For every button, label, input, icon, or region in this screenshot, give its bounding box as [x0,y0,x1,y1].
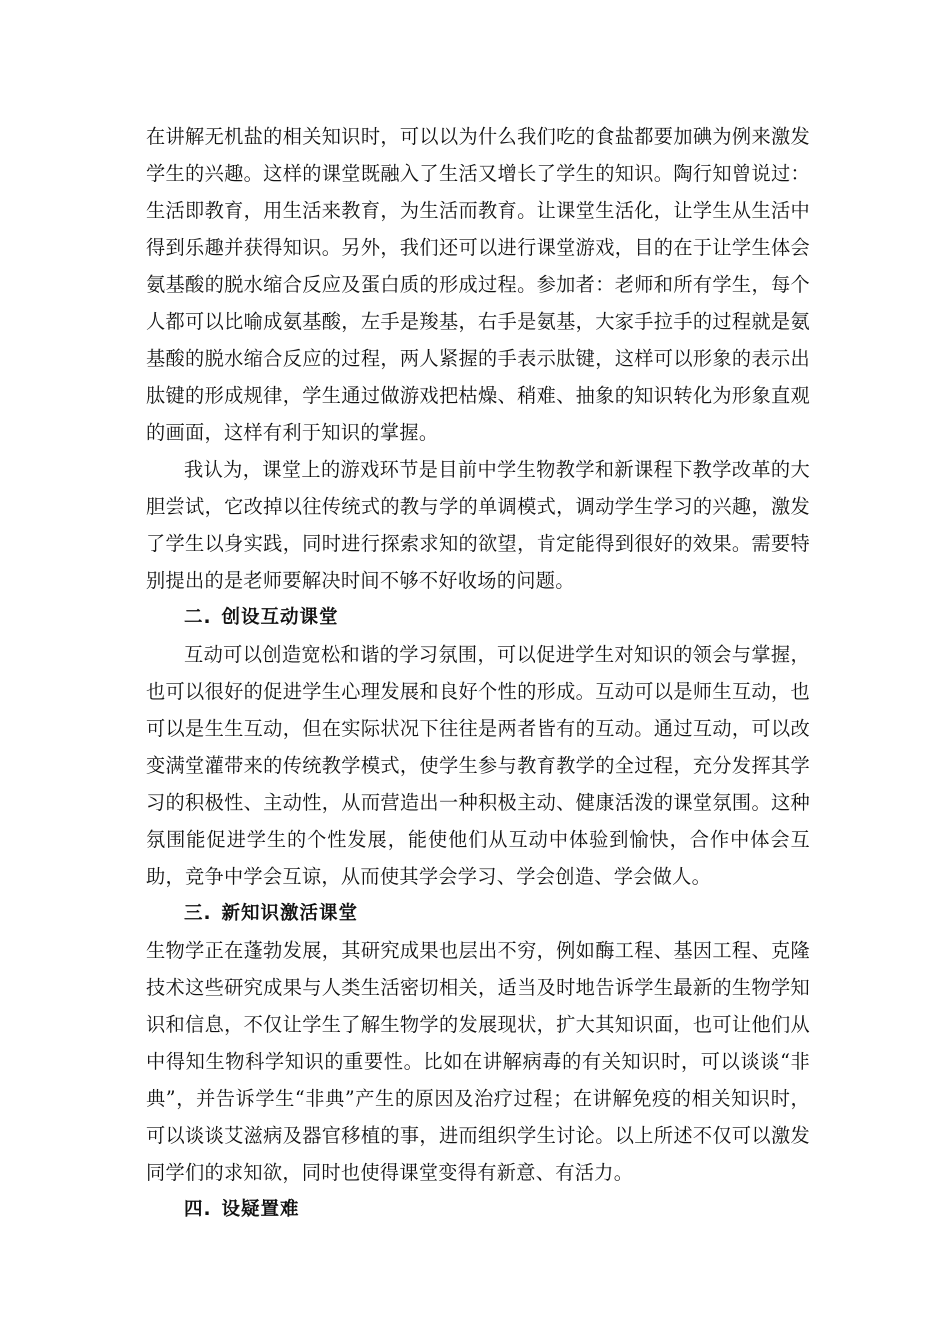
section-number: 四. [184,1199,212,1220]
paragraph-new-knowledge: 生物学正在蓬勃发展，其研究成果也层出不穷，例如酶工程、基因工程、克隆技术这些研究成果与人类生活密切相关，适当及时地告诉学生最新的生物学知识和信息，不仅让学生了解生物学的发展现状，扩大其知识面，也可让他们从中得知生物科学知识的重要性。比如在讲解病毒的有关知识时，可以谈谈“非典”，并告诉学生“非典”产生的原因及治疗过程；在讲解免疫的相关知识时，可以谈谈艾滋病及器官移植的事，进而组织学生讨论。以上所述不仅可以激发同学们的求知欲，同时也使得课堂变得有新意、有活力。 [146,939,810,1184]
section-heading-interactive-class [146,599,810,636]
section-heading-new-knowledge [146,895,810,932]
document-page [146,118,810,1228]
paragraph-salt-game: 在讲解无机盐的相关知识时，可以以为什么我们吃的食盐都要加碘为例来激发学生的兴趣。这样的课堂既融入了生活又增长了学生的知识。陶行知曾说过：生活即教育，用生活来教育，为生活而教育。让课堂生活化，让学生从生活中得到乐趣并获得知识。另外，我们还可以进行课堂游戏，目的在于让学生体会氨基酸的脱水缩合反应及蛋白质的形成过程。参加者：老师和所有学生，每个人都可以比喻成氨基酸，左手是羧基，右手是氨基，大家手拉手的过程就是氨基酸的脱水缩合反应的过程，两人紧握的手表示肽键，这样可以形象的表示出肽键的形成规律，学生通过做游戏把枯燥、稍难、抽象的知识转化为形象直观的画面，这样有利于知识的掌握。 [146,125,810,444]
section-title: 创设互动课堂 [221,607,339,628]
section-heading-questions [146,1191,810,1228]
section-number: 二. [184,607,212,628]
paragraph-game-opinion: 我认为，课堂上的游戏环节是目前中学生物教学和新课程下教学改革的大胆尝试，它改掉以往传统式的教与学的单调模式，调动学生学习的兴趣，激发了学生以身实践，同时进行探索求知的欲望，肯定能得到很好的效果。需要特别提出的是老师要解决时间不够不好收场的问题。 [146,458,810,592]
section-number: 三. [184,903,212,924]
paragraph-interaction: 互动可以创造宽松和谐的学习氛围，可以促进学生对知识的领会与掌握，也可以很好的促进学生心理发展和良好个性的形成。互动可以是师生互动，也可以是生生互动，但在实际状况下往往是两者皆有的互动。通过互动，可以改变满堂灌带来的传统教学模式，使学生参与教育教学的全过程，充分发挥其学习的积极性、主动性，从而营造出一种积极主动、健康活泼的课堂氛围。这种氛围能促进学生的个性发展，能使他们从互动中体验到愉快，合作中体会互助，竞争中学会互谅，从而使其学会学习、学会创造、学会做人。 [146,643,810,888]
section-title: 新知识激活课堂 [221,903,359,924]
section-title: 设疑置难 [221,1199,300,1220]
